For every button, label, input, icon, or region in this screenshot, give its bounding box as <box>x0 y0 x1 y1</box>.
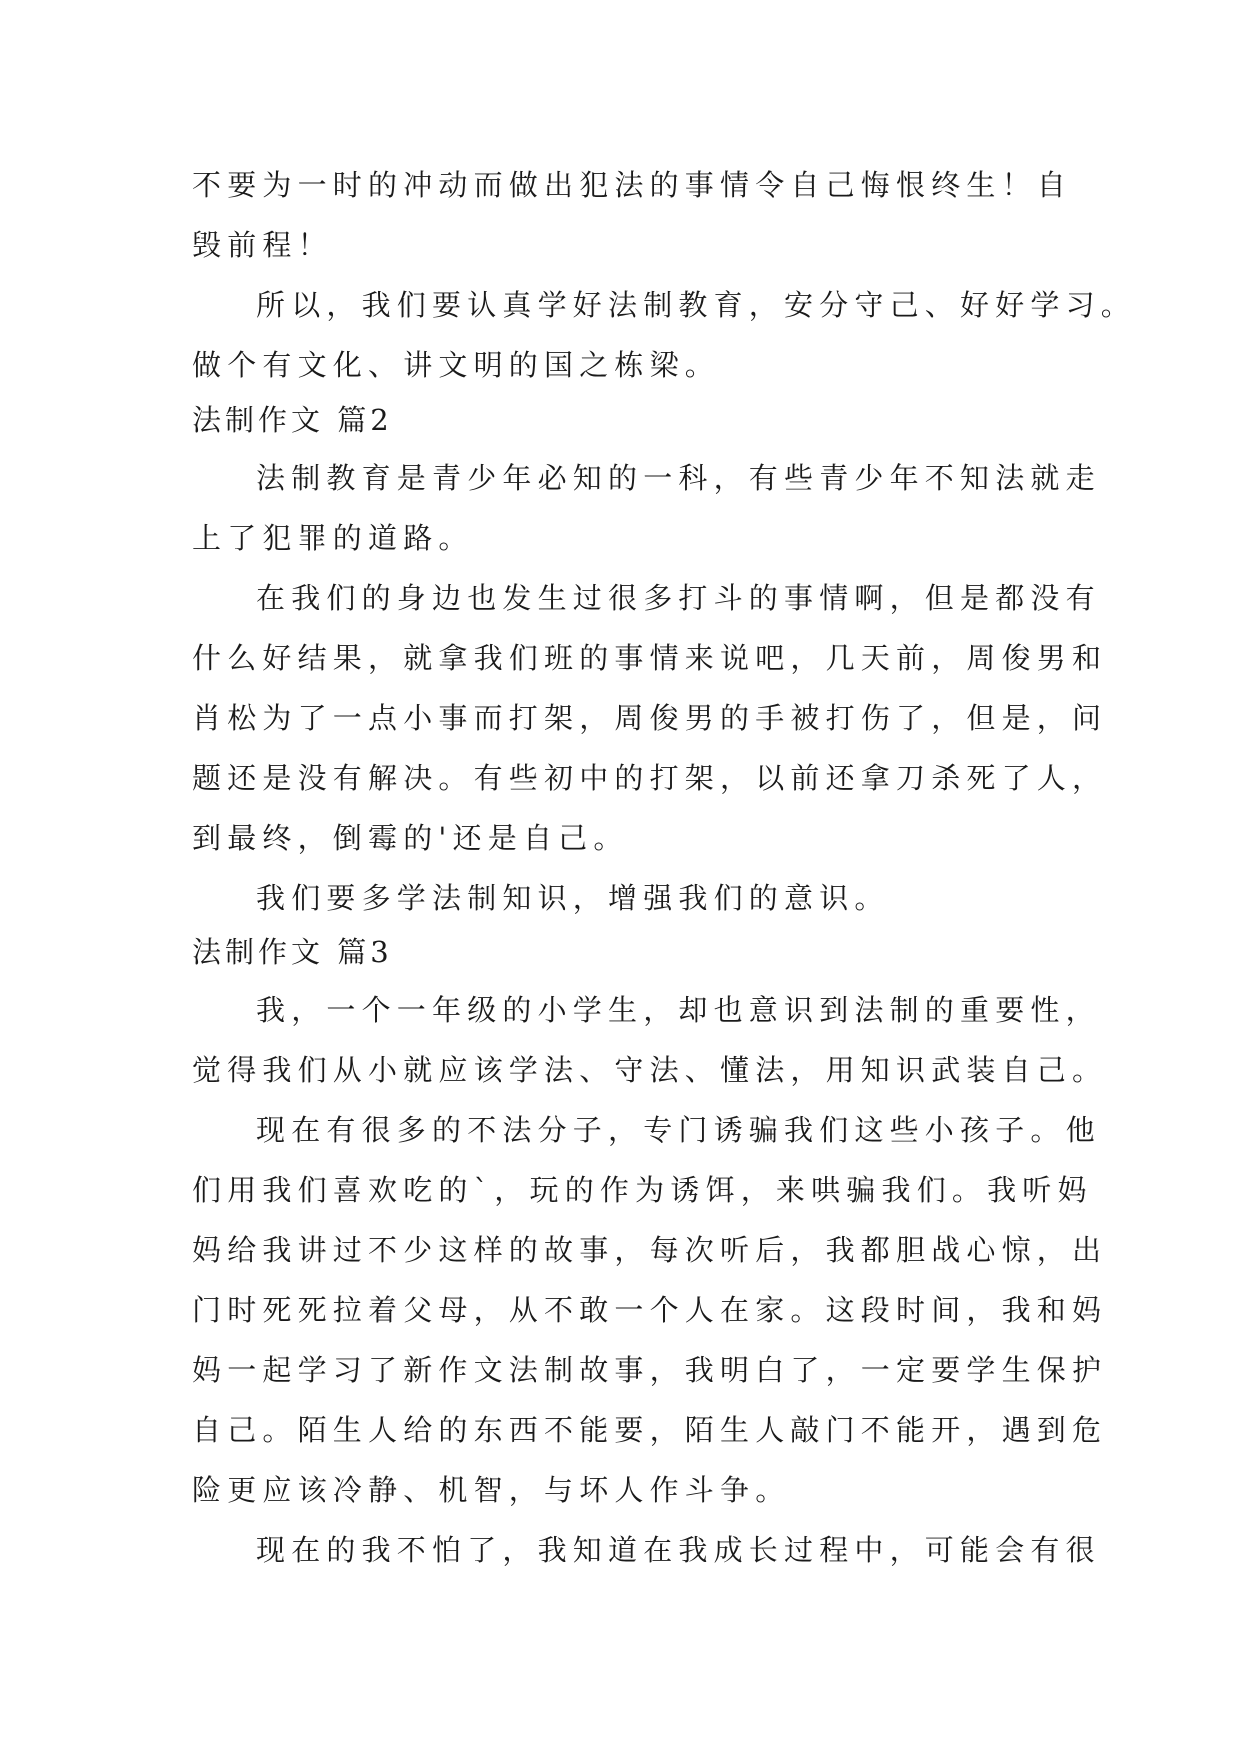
text-line: 什么好结果，就拿我们班的事情来说吧，几天前，周俊男和 <box>192 641 1108 675</box>
text-line: 险更应该冷静、机智，与坏人作斗争。 <box>192 1473 791 1507</box>
paragraph-first-line: 在我们的身边也发生过很多打斗的事情啊，但是都没有 <box>256 581 1101 615</box>
paragraph-first-line: 现在的我不怕了，我知道在我成长过程中，可能会有很 <box>256 1533 1101 1567</box>
text-line: 自己。陌生人给的东西不能要，陌生人敲门不能开，遇到危 <box>192 1413 1108 1447</box>
paragraph-first-line: 法制教育是青少年必知的一科，有些青少年不知法就走 <box>256 461 1101 495</box>
text-line: 上了犯罪的道路。 <box>192 521 474 555</box>
text-line: 毁前程！ <box>192 228 333 262</box>
paragraph-first-line: 我，一个一年级的小学生，却也意识到法制的重要性， <box>256 993 1101 1027</box>
text-line: 题还是没有解决。有些初中的打架，以前还拿刀杀死了人， <box>192 761 1108 795</box>
paragraph-first-line: 现在有很多的不法分子，专门诱骗我们这些小孩子。他 <box>256 1113 1101 1147</box>
text-line: 到最终，倒霉的'还是自己。 <box>192 821 629 855</box>
section-heading: 法制作文 篇3 <box>192 935 393 969</box>
text-line: 觉得我们从小就应该学法、守法、懂法，用知识武装自己。 <box>192 1053 1108 1087</box>
text-line: 们用我们喜欢吃的`，玩的作为诱饵，来哄骗我们。我听妈 <box>192 1173 1093 1207</box>
text-line: 妈一起学习了新作文法制故事，我明白了，一定要学生保护 <box>192 1353 1108 1387</box>
text-line: 做个有文化、讲文明的国之栋梁。 <box>192 348 721 382</box>
paragraph-first-line: 我们要多学法制知识，增强我们的意识。 <box>256 881 890 915</box>
section-heading: 法制作文 篇2 <box>192 403 393 437</box>
text-line: 肖松为了一点小事而打架，周俊男的手被打伤了，但是，问 <box>192 701 1108 735</box>
text-line: 不要为一时的冲动而做出犯法的事情令自己悔恨终生！自 <box>192 168 1073 202</box>
text-line: 妈给我讲过不少这样的故事，每次听后，我都胆战心惊，出 <box>192 1233 1108 1267</box>
text-line: 门时死死拉着父母，从不敢一个人在家。这段时间，我和妈 <box>192 1293 1108 1327</box>
paragraph-first-line: 所以，我们要认真学好法制教育，安分守己、好好学习。 <box>256 288 1137 322</box>
